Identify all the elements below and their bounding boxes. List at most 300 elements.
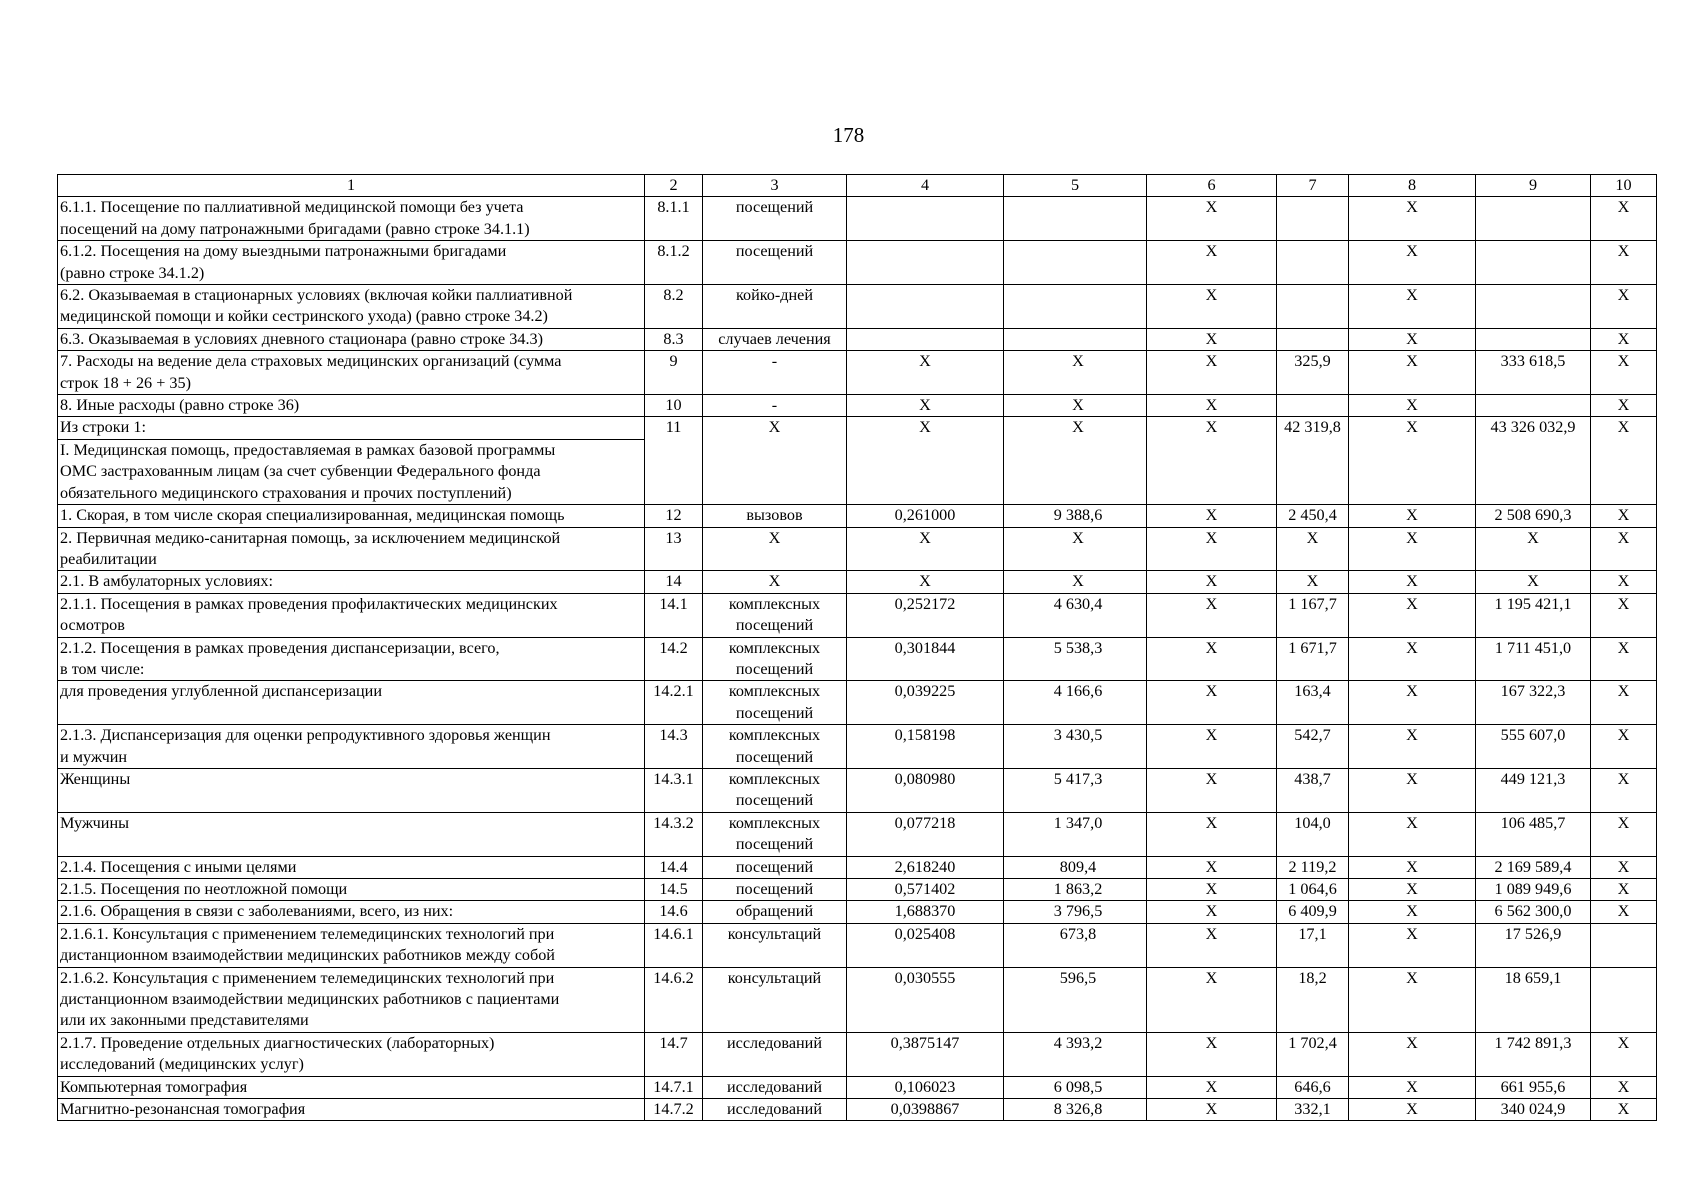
unit-cell [703,395,847,417]
row-number-cell: 14.3 [645,725,703,769]
row-label-line: дистанционном взаимодействии медицинских работников с пациентами [60,990,560,1009]
value-cell: 340 024,9 [1476,1099,1591,1121]
value-cell: Х [1349,637,1476,681]
table-row [58,241,1657,285]
row-label-cell [58,967,645,1032]
value-cell: 18,2 [1277,967,1349,1032]
row-label-line: I. Медицинская помощь, предоставляемая в рамках базовой программы [60,440,556,459]
value-cell: Х [1147,395,1277,417]
unit-line: случаев лечения [718,329,831,348]
row-label-line: 6.2. Оказываемая в стационарных условиях (включая койки паллиативной [60,286,573,305]
value-cell: 0,571402 [847,879,1004,901]
row-label-cell [58,923,645,967]
value-cell [1476,241,1591,285]
value-cell: Х [1147,241,1277,285]
unit-line: посещений [735,835,814,854]
value-cell: 1 742 891,3 [1476,1032,1591,1076]
unit-cell [703,505,847,527]
value-cell: 1 711 451,0 [1476,637,1591,681]
row-label-line: 2.1.3. Диспансеризация для оценки репродуктивного здоровья женщин [60,726,551,745]
row-label-line: ОМС застрахованным лицам (за счет субвенции Федерального фонда [60,462,541,481]
value-cell: Х [1349,1076,1476,1098]
row-label-line: реабилитации [60,549,157,568]
value-cell: Х [1349,923,1476,967]
value-cell: 1 702,4 [1277,1032,1349,1076]
unit-cell [703,923,847,967]
unit-cell [703,879,847,901]
unit-cell [703,725,847,769]
value-cell: Х [1349,593,1476,637]
value-cell: 1 863,2 [1004,879,1147,901]
value-cell: Х [1591,285,1657,329]
row-label-line: 2.1.2. Посещения в рамках проведения диспансеризации, всего, [60,638,500,657]
unit-cell [703,681,847,725]
value-cell: 646,6 [1277,1076,1349,1098]
value-cell [1277,241,1349,285]
value-cell: 4 166,6 [1004,681,1147,725]
value-cell: Х [1591,328,1657,350]
value-cell: 332,1 [1277,1099,1349,1121]
value-cell: 0,0398867 [847,1099,1004,1121]
row-label-line: 6.1.1. Посещение по паллиативной медицинской помощи без учета [60,198,524,217]
row-label-cell [58,328,645,350]
value-cell: 2,618240 [847,856,1004,878]
value-cell: 17,1 [1277,923,1349,967]
value-cell: Х [1349,725,1476,769]
table-row [58,1032,1657,1076]
row-label-cell [58,505,645,527]
unit-line: посещений [735,703,814,722]
value-cell: Х [1591,812,1657,856]
row-label-line: 1. Скорая, в том числе скорая специализированная, медицинская помощь [60,506,565,525]
row-label-line: 6.1.2. Посещения на дому выездными патронажными бригадами [60,242,507,261]
row-label-line: для проведения углубленной диспансеризации [60,682,382,701]
value-cell: 0,080980 [847,768,1004,812]
value-cell: 6 562 300,0 [1476,901,1591,923]
value-cell: 3 430,5 [1004,725,1147,769]
unit-line: комплексных [728,682,821,701]
value-cell: 809,4 [1004,856,1147,878]
value-cell [1277,197,1349,241]
unit-cell [703,285,847,329]
unit-cell [703,328,847,350]
row-label-cell [58,1076,645,1098]
value-cell: 0,030555 [847,967,1004,1032]
unit-line: посещений [735,857,814,876]
value-cell: Х [1147,328,1277,350]
value-cell: Х [1349,241,1476,285]
unit-line: консультаций [727,924,822,943]
table-row [58,725,1657,769]
table-row [58,1099,1657,1121]
row-label-cell [58,527,645,571]
table-row [58,812,1657,856]
value-cell: Х [1349,505,1476,527]
value-cell: Х [1147,505,1277,527]
value-cell: Х [1147,856,1277,878]
value-cell: Х [1277,527,1349,571]
row-label-cell [58,725,645,769]
unit-cell [703,1076,847,1098]
value-cell: Х [1004,395,1147,417]
value-cell: 1 064,6 [1277,879,1349,901]
value-cell: Х [1147,967,1277,1032]
row-label-line: в том числе: [60,659,145,678]
row-label-line: 2.1.6.2. Консультация с применением телемедицинских технологий при [60,968,555,987]
value-cell: 0,252172 [847,593,1004,637]
unit-cell [703,417,847,505]
value-cell: Х [1147,593,1277,637]
value-cell: Х [1349,1099,1476,1121]
value-cell: Х [1349,197,1476,241]
table-row [58,901,1657,923]
value-cell: Х [1349,812,1476,856]
row-label-line: строк 18 + 26 + 35) [60,373,191,392]
row-label-line: Магнитно-резонансная томография [60,1100,306,1119]
row-label-line: Из строки 1: [60,418,146,437]
unit-line: комплексных [728,813,821,832]
value-cell: Х [1147,812,1277,856]
value-cell: 104,0 [1277,812,1349,856]
unit-line: - [771,396,778,415]
value-cell: 1 167,7 [1277,593,1349,637]
row-label-cell [58,901,645,923]
value-cell: 438,7 [1277,768,1349,812]
value-cell: 0,158198 [847,725,1004,769]
value-cell [1476,197,1591,241]
row-label-line: дистанционном взаимодействии медицинских работников между собой [60,946,555,965]
row-number-cell: 14.7.1 [645,1076,703,1098]
unit-line: консультаций [727,968,822,987]
value-cell [1277,285,1349,329]
row-label-line: обязательного медицинского страхования и прочих поступлений) [60,483,512,502]
table-row [58,637,1657,681]
table-row [58,395,1657,417]
value-cell: 661 955,6 [1476,1076,1591,1098]
unit-cell [703,901,847,923]
row-label-line: исследований (медицинских услуг) [60,1055,304,1074]
value-cell: 673,8 [1004,923,1147,967]
unit-line: посещений [735,198,814,217]
unit-line: обращений [735,902,814,921]
value-cell: 4 393,2 [1004,1032,1147,1076]
unit-line: комплексных [728,638,821,657]
row-number-cell: 14.2 [645,637,703,681]
value-cell [1476,395,1591,417]
row-number-cell: 14.6 [645,901,703,923]
unit-line: посещений [735,616,814,635]
unit-cell [703,856,847,878]
unit-line: исследований [726,1100,822,1119]
row-label-line: 2.1.6. Обращения в связи с заболеваниями, всего, из них: [60,902,454,921]
value-cell: 163,4 [1277,681,1349,725]
row-number-cell: 14.1 [645,593,703,637]
header-cell: 5 [1004,175,1147,197]
value-cell: 555 607,0 [1476,725,1591,769]
value-cell: 2 508 690,3 [1476,505,1591,527]
row-label-cell [58,417,645,439]
unit-line: посещений [735,791,814,810]
value-cell: 167 322,3 [1476,681,1591,725]
row-number-cell: 14.6.1 [645,923,703,967]
data-table [57,174,1657,1121]
unit-cell [703,637,847,681]
row-label-line: 6.3. Оказываемая в условиях дневного стационара (равно строке 34.3) [60,329,544,348]
row-number-cell: 12 [645,505,703,527]
value-cell: Х [1349,856,1476,878]
row-label-line: 2.1. В амбулаторных условиях: [60,572,273,591]
row-label-line: Компьютерная томография [60,1077,248,1096]
table-row [58,1076,1657,1098]
value-cell: Х [1591,681,1657,725]
row-label-line: и мужчин [60,747,128,766]
row-label-cell [58,1099,645,1121]
value-cell: 1 089 949,6 [1476,879,1591,901]
value-cell: Х [1349,967,1476,1032]
value-cell: Х [847,571,1004,593]
table-row [58,285,1657,329]
value-cell: 1 195 421,1 [1476,593,1591,637]
row-label-cell [58,856,645,878]
row-number-cell: 14.7 [645,1032,703,1076]
row-label-cell [58,812,645,856]
value-cell: 5 538,3 [1004,637,1147,681]
value-cell [847,241,1004,285]
row-label-cell [58,395,645,417]
row-label-line: 7. Расходы на ведение дела страховых медицинских организаций (сумма [60,352,562,371]
unit-cell [703,241,847,285]
value-cell: Х [1147,681,1277,725]
row-label-line: Мужчины [60,813,129,832]
value-cell: 0,3875147 [847,1032,1004,1076]
row-number-cell: 11 [645,417,703,505]
table-row [58,967,1657,1032]
value-cell: Х [1591,571,1657,593]
value-cell: 5 417,3 [1004,768,1147,812]
row-label-line: посещений на дому патронажными бригадами (равно строке 34.1.1) [60,219,530,238]
row-label-line: 2.1.6.1. Консультация с применением телемедицинских технологий при [60,924,555,943]
row-label-cell [58,1032,645,1076]
value-cell: Х [1277,571,1349,593]
unit-cell [703,527,847,571]
row-number-cell: 14 [645,571,703,593]
value-cell: 0,077218 [847,812,1004,856]
value-cell: 1 671,7 [1277,637,1349,681]
value-cell: 325,9 [1277,351,1349,395]
table-row [58,417,1657,439]
unit-line: посещений [735,747,814,766]
row-label-cell [58,637,645,681]
table-row [58,197,1657,241]
value-cell: Х [1591,1099,1657,1121]
value-cell: Х [1147,285,1277,329]
header-cell: 9 [1476,175,1591,197]
unit-line: исследований [726,1077,822,1096]
value-cell: Х [1147,527,1277,571]
unit-line: Х [768,418,781,437]
value-cell: Х [847,417,1004,505]
value-cell: 2 169 589,4 [1476,856,1591,878]
row-number-cell: 9 [645,351,703,395]
value-cell: 333 618,5 [1476,351,1591,395]
value-cell: Х [847,351,1004,395]
unit-line: комплексных [728,726,821,745]
row-label-cell [58,285,645,329]
value-cell: Х [1147,197,1277,241]
value-cell [1476,328,1591,350]
value-cell: Х [1147,1099,1277,1121]
value-cell: 0,039225 [847,681,1004,725]
unit-line: посещений [735,880,814,898]
value-cell: 2 119,2 [1277,856,1349,878]
unit-cell [703,593,847,637]
row-label-line: 2.1.4. Посещения с иными целями [60,857,297,876]
value-cell: Х [1147,1032,1277,1076]
unit-cell [703,967,847,1032]
value-cell: Х [1147,417,1277,505]
row-label-cell [58,681,645,725]
value-cell: Х [1147,923,1277,967]
row-label-line: 2.1.1. Посещения в рамках проведения профилактических медицинских [60,594,558,613]
header-cell: 4 [847,175,1004,197]
value-cell: 4 630,4 [1004,593,1147,637]
value-cell: 9 388,6 [1004,505,1147,527]
value-cell: Х [847,527,1004,571]
row-label-cell [58,571,645,593]
table-row [58,505,1657,527]
table-row [58,856,1657,878]
value-cell: Х [1147,1076,1277,1098]
value-cell: 449 121,3 [1476,768,1591,812]
value-cell: Х [1591,856,1657,878]
value-cell: 17 526,9 [1476,923,1591,967]
value-cell: 1 347,0 [1004,812,1147,856]
value-cell: Х [1591,725,1657,769]
value-cell: Х [1591,197,1657,241]
value-cell: Х [1349,351,1476,395]
value-cell [1004,285,1147,329]
value-cell: Х [1591,505,1657,527]
value-cell: Х [1349,681,1476,725]
row-label-cell [58,593,645,637]
value-cell: Х [1147,637,1277,681]
value-cell: Х [1147,725,1277,769]
row-label-line: 2.1.5. Посещения по неотложной помощи [60,880,348,898]
value-cell: Х [1349,527,1476,571]
value-cell: Х [1349,879,1476,901]
row-label-cell [58,768,645,812]
value-cell: Х [1349,417,1476,505]
value-cell: 0,301844 [847,637,1004,681]
value-cell: Х [1147,768,1277,812]
value-cell: Х [1476,571,1591,593]
value-cell [1591,923,1657,967]
table-row [58,328,1657,350]
value-cell: Х [1476,527,1591,571]
value-cell: 596,5 [1004,967,1147,1032]
page-number: 178 [832,123,865,147]
value-cell: 8 326,8 [1004,1099,1147,1121]
value-cell: Х [1591,593,1657,637]
table-row [58,768,1657,812]
row-number-cell: 14.6.2 [645,967,703,1032]
value-cell [1004,241,1147,285]
unit-cell [703,1099,847,1121]
value-cell: 3 796,5 [1004,901,1147,923]
unit-line: - [771,352,778,371]
unit-line: койко-дней [735,286,814,305]
header-cell: 1 [58,175,645,197]
header-cell: 6 [1147,175,1277,197]
row-number-cell: 8.1.1 [645,197,703,241]
value-cell: 0,025408 [847,923,1004,967]
row-number-cell: 8.2 [645,285,703,329]
table-row [58,571,1657,593]
unit-cell [703,571,847,593]
table-row [58,351,1657,395]
header-cell: 8 [1349,175,1476,197]
value-cell: Х [1147,901,1277,923]
row-label-line: 8. Иные расходы (равно строке 36) [60,396,300,415]
row-label-line: медицинской помощи и койки сестринского ухода) (равно строке 34.2) [60,307,548,326]
value-cell [1476,285,1591,329]
value-cell: Х [1591,879,1657,901]
row-label-line: 2. Первичная медико-санитарная помощь, за исключением медицинской [60,528,561,547]
unit-line: посещений [735,659,814,678]
value-cell: Х [1004,417,1147,505]
row-label-cell [58,879,645,901]
value-cell: 6 409,9 [1277,901,1349,923]
value-cell: 542,7 [1277,725,1349,769]
value-cell: Х [1591,417,1657,505]
value-cell [847,197,1004,241]
value-cell: Х [1349,328,1476,350]
row-number-cell: 14.3.1 [645,768,703,812]
unit-line: Х [768,572,781,591]
unit-line: вызовов [746,506,803,525]
row-number-cell: 8.1.2 [645,241,703,285]
value-cell: Х [1591,1032,1657,1076]
value-cell: Х [1591,527,1657,571]
value-cell: 1,688370 [847,901,1004,923]
value-cell: Х [1147,351,1277,395]
header-cell: 7 [1277,175,1349,197]
value-cell: Х [1147,879,1277,901]
value-cell: Х [1591,1076,1657,1098]
value-cell: Х [1349,571,1476,593]
table-row [58,879,1657,901]
value-cell [1591,967,1657,1032]
table-row [58,527,1657,571]
value-cell: Х [1591,768,1657,812]
header-cell: 2 [645,175,703,197]
row-label-line: 2.1.7. Проведение отдельных диагностических (лабораторных) [60,1033,495,1052]
value-cell: Х [1591,241,1657,285]
value-cell: 106 485,7 [1476,812,1591,856]
value-cell [1004,197,1147,241]
table-header-row [58,175,1657,197]
value-cell: 42 319,8 [1277,417,1349,505]
value-cell: Х [1591,637,1657,681]
value-cell: 0,106023 [847,1076,1004,1098]
row-number-cell: 14.3.2 [645,812,703,856]
row-label-line: (равно строке 34.1.2) [60,263,205,282]
row-label-line: или их законными представителями [60,1011,309,1030]
value-cell: 0,261000 [847,505,1004,527]
value-cell: Х [1147,571,1277,593]
row-number-cell: 14.5 [645,879,703,901]
header-cell: 10 [1591,175,1657,197]
